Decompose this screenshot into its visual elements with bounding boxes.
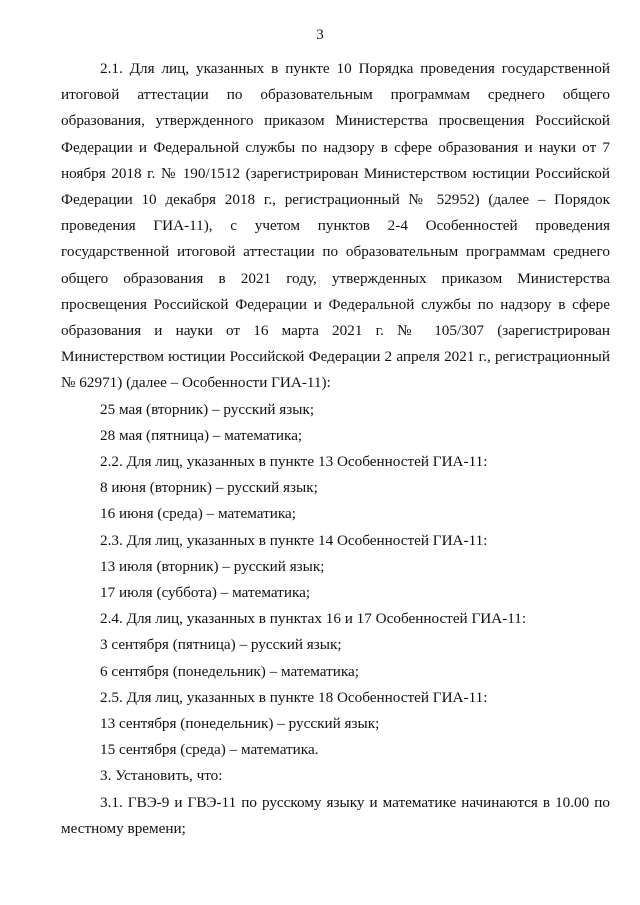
list-item-sept-15: 15 сентября (среда) – математика. xyxy=(100,741,319,759)
list-item-sept-13: 13 сентября (понедельник) – русский язык; xyxy=(100,715,380,733)
list-item-july-17: 17 июля (суббота) – математика; xyxy=(100,584,311,602)
paragraph-3-1: 3.1. ГВЭ-9 и ГВЭ-11 по русскому языку и математике начинаются в 10.00 по местному времени; xyxy=(61,793,610,837)
list-item-june-16: 16 июня (среда) – математика; xyxy=(100,505,296,523)
paragraph-2-4: 2.4. Для лиц, указанных в пунктах 16 и 17 Особенностей ГИА-11: xyxy=(100,610,527,628)
list-item-sept-6: 6 сентября (понедельник) – математика; xyxy=(100,662,359,680)
paragraph-2-2: 2.2. Для лиц, указанных в пункте 13 Особенностей ГИА-11: xyxy=(100,453,488,471)
list-item-may-28: 28 мая (пятница) – математика; xyxy=(100,426,303,444)
page-number: 3 xyxy=(316,27,324,43)
list-item-june-8: 8 июня (вторник) – русский язык; xyxy=(100,479,318,497)
list-item-may-25: 25 мая (вторник) – русский язык; xyxy=(100,400,315,418)
paragraph-2-1: 2.1. Для лиц, указанных в пункте 10 Порядка проведения государственной итоговой аттестации по образовательным программам среднего общего образования, утвержденного приказом Министерства просвещения Российской Федерации и Федеральной службы по надзору в сфере образования и науки от 7 ноября 2018 г. № 190/1512 (зарегистрирован Министерством юстиции Российской Федерации 10 декабря 2018 г., регистрационный № 52952) (далее – Порядок проведения ГИА-11), с учетом пунктов 2-4 Особенностей проведения государственной итоговой аттестации по образовательным программам среднего общего образования в 2021 году, утвержденных приказом Министерства просвещения Российской Федерации и Федеральной службы по надзору в сфере образования и науки от 16 марта 2021 г. № 105/307 (зарегистрирован Министерством юстиции Российской Федерации 2 апреля 2021 г., регистрационный № 62971) (далее – Особенности ГИА-11): xyxy=(61,60,610,392)
paragraph-2-3: 2.3. Для лиц, указанных в пункте 14 Особенностей ГИА-11: xyxy=(100,531,488,549)
list-item-sept-3: 3 сентября (пятница) – русский язык; xyxy=(100,636,342,654)
document-body xyxy=(61,56,610,842)
paragraph-2-5: 2.5. Для лиц, указанных в пункте 18 Особенностей ГИА-11: xyxy=(100,688,488,706)
list-item-july-13: 13 июля (вторник) – русский язык; xyxy=(100,557,325,575)
paragraph-3: 3. Установить, что: xyxy=(100,767,223,785)
